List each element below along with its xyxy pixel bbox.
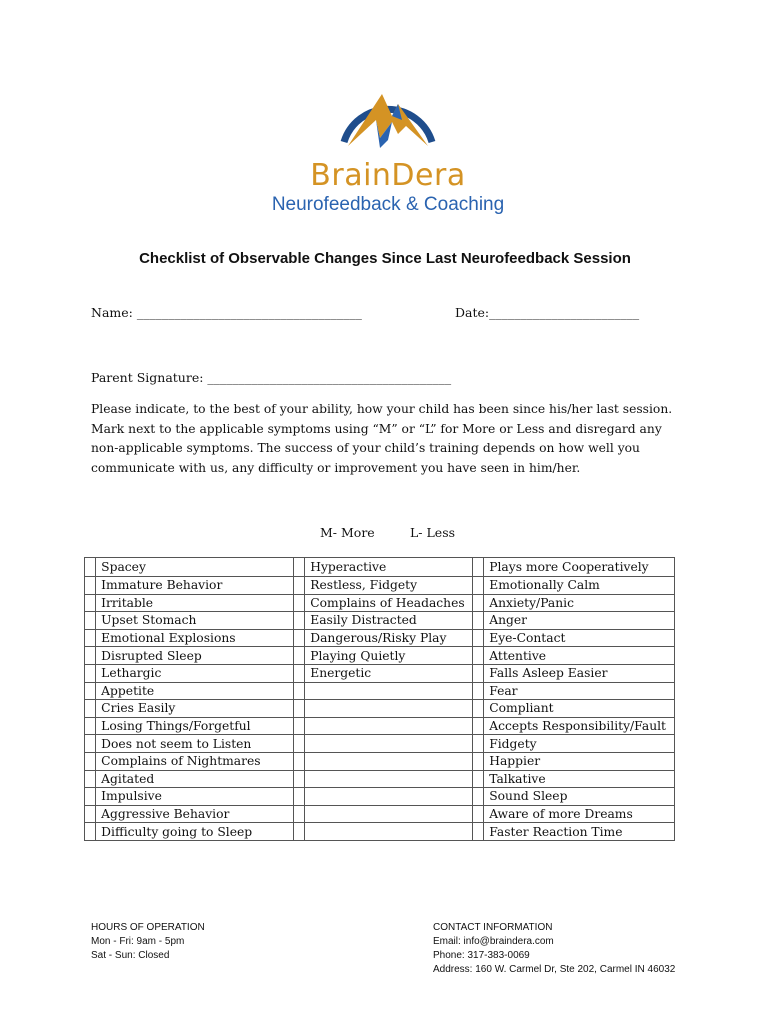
table-row (85, 664, 675, 682)
instructions-text: Please indicate, to the best of your ability, how your child has been since his/her last session. Mark next to the applicable symptoms using “M” or “L” for More or Less and disregard any non-applicable symptoms. The success of your child’s training depends on how well you communicate with us, any difficulty or improvement you have seen in him/her. (91, 402, 673, 476)
parent-signature-field[interactable]: Parent Signature: _______________________________________ (91, 370, 452, 385)
symptom-cell: Anger (484, 612, 675, 630)
symptom-cell: Playing Quietly (305, 647, 473, 665)
mark-cell[interactable] (85, 612, 96, 630)
date-field[interactable]: Date:________________________ (455, 305, 640, 320)
symptom-cell: Agitated (96, 770, 294, 788)
table-row (85, 700, 675, 718)
table-row (85, 770, 675, 788)
symptom-cell: Sound Sleep (484, 788, 675, 806)
symptom-cell: Happier (484, 752, 675, 770)
braindera-logo (268, 76, 508, 226)
header-cell: Hyperactive (305, 558, 473, 577)
table-row (85, 735, 675, 753)
mark-cell[interactable] (85, 717, 96, 735)
symptom-cell: Immature Behavior (96, 577, 294, 595)
symptom-cell (305, 735, 473, 753)
mark-cell[interactable] (85, 700, 96, 718)
mark-cell[interactable] (473, 717, 484, 735)
table-row (85, 752, 675, 770)
mark-cell[interactable] (85, 682, 96, 700)
header-cell: Plays more Cooperatively (484, 558, 675, 577)
mark-cell[interactable] (85, 788, 96, 806)
mark-cell[interactable] (473, 735, 484, 753)
symptom-cell: Compliant (484, 700, 675, 718)
symptom-cell: Faster Reaction Time (484, 823, 675, 841)
mark-cell[interactable] (473, 682, 484, 700)
symptom-cell: Accepts Responsibility/Fault (484, 717, 675, 735)
mountain-logo-icon (336, 76, 440, 160)
symptom-cell (305, 700, 473, 718)
brand-name: BrainDera (310, 158, 466, 193)
brand-tagline: Neurofeedback & Coaching (271, 194, 505, 215)
symptom-cell: Talkative (484, 770, 675, 788)
symptom-cell: Easily Distracted (305, 612, 473, 630)
mark-cell[interactable] (294, 682, 305, 700)
mark-cell[interactable] (294, 647, 305, 665)
symptom-cell: Irritable (96, 594, 294, 612)
contact-address: Address: 160 W. Carmel Dr, Ste 202, Carmel IN 46032 (433, 964, 676, 975)
mark-cell[interactable] (294, 612, 305, 630)
symptom-cell: Restless, Fidgety (305, 577, 473, 595)
symptom-cell: Difficulty going to Sleep (96, 823, 294, 841)
symptom-cell (305, 682, 473, 700)
symptom-cell: Eye-Contact (484, 629, 675, 647)
name-field[interactable]: Name: ____________________________________ (91, 305, 362, 320)
mark-cell[interactable] (85, 577, 96, 595)
mark-cell[interactable] (85, 735, 96, 753)
mark-cell[interactable] (473, 577, 484, 595)
legend-more: M- More (320, 525, 375, 540)
symptom-cell: Lethargic (96, 664, 294, 682)
symptom-cell: Energetic (305, 664, 473, 682)
table-row (85, 629, 675, 647)
symptom-cell: Emotional Explosions (96, 629, 294, 647)
mark-cell[interactable] (85, 823, 96, 841)
symptom-cell: Falls Asleep Easier (484, 664, 675, 682)
table-row (85, 788, 675, 806)
symptom-cell (305, 752, 473, 770)
symptom-cell: Appetite (96, 682, 294, 700)
contact-information (433, 921, 675, 977)
symptom-cell: Aware of more Dreams (484, 805, 675, 823)
table-row (85, 823, 675, 841)
symptom-cell: Losing Things/Forgetful (96, 717, 294, 735)
table-row (85, 682, 675, 700)
symptom-cell: Complains of Headaches (305, 594, 473, 612)
page-title: Checklist of Observable Changes Since Last Neurofeedback Session (139, 250, 631, 267)
hours-weekday: Mon - Fri: 9am - 5pm (91, 936, 185, 947)
mark-cell[interactable] (294, 805, 305, 823)
mark-cell[interactable] (473, 629, 484, 647)
contact-title: CONTACT INFORMATION (433, 922, 553, 933)
symptom-cell: Does not seem to Listen (96, 735, 294, 753)
legend-less: L- Less (410, 525, 456, 540)
contact-email[interactable]: Email: info@braindera.com (433, 936, 554, 947)
mark-cell[interactable] (294, 770, 305, 788)
mark-cell[interactable] (473, 612, 484, 630)
mark-cell[interactable] (294, 664, 305, 682)
symptom-cell: Dangerous/Risky Play (305, 629, 473, 647)
symptom-cell (305, 823, 473, 841)
mark-cell[interactable] (85, 805, 96, 823)
hours-of-operation (91, 921, 205, 963)
mark-cell[interactable] (294, 594, 305, 612)
mark-cell[interactable] (473, 788, 484, 806)
symptom-cell: Attentive (484, 647, 675, 665)
mark-cell[interactable] (85, 594, 96, 612)
mark-cell[interactable] (294, 558, 305, 577)
table-row (85, 612, 675, 630)
table-row (85, 594, 675, 612)
mark-cell[interactable] (294, 629, 305, 647)
symptom-cell: Aggressive Behavior (96, 805, 294, 823)
table-row (85, 577, 675, 595)
mark-cell[interactable] (85, 770, 96, 788)
mark-cell[interactable] (473, 558, 484, 577)
symptom-cell (305, 717, 473, 735)
hours-weekend: Sat - Sun: Closed (91, 950, 170, 961)
symptom-cell: Cries Easily (96, 700, 294, 718)
symptom-cell: Impulsive (96, 788, 294, 806)
table-row (85, 717, 675, 735)
mark-cell[interactable] (85, 558, 96, 577)
mark-cell[interactable] (473, 752, 484, 770)
symptom-cell: Complains of Nightmares (96, 752, 294, 770)
symptom-cell: Fidgety (484, 735, 675, 753)
mark-cell[interactable] (294, 823, 305, 841)
mark-cell[interactable] (473, 823, 484, 841)
table-row (85, 805, 675, 823)
mark-cell[interactable] (294, 700, 305, 718)
symptom-cell: Disrupted Sleep (96, 647, 294, 665)
mark-cell[interactable] (85, 752, 96, 770)
mark-cell[interactable] (85, 664, 96, 682)
mark-cell[interactable] (473, 647, 484, 665)
symptom-checklist-table (84, 557, 675, 841)
symptom-cell: Upset Stomach (96, 612, 294, 630)
table-header-row (85, 558, 675, 577)
symptom-cell (305, 788, 473, 806)
symptom-cell (305, 770, 473, 788)
mark-cell[interactable] (294, 717, 305, 735)
mark-cell[interactable] (294, 735, 305, 753)
mark-cell[interactable] (85, 629, 96, 647)
mark-cell[interactable] (473, 700, 484, 718)
mark-cell[interactable] (473, 664, 484, 682)
mark-cell[interactable] (294, 752, 305, 770)
symptom-cell: Emotionally Calm (484, 577, 675, 595)
hours-title: HOURS OF OPERATION (91, 922, 205, 933)
header-cell: Spacey (96, 558, 294, 577)
contact-phone[interactable]: Phone: 317-383-0069 (433, 950, 530, 961)
table-row (85, 647, 675, 665)
mark-cell[interactable] (473, 770, 484, 788)
mark-cell[interactable] (294, 577, 305, 595)
mark-cell[interactable] (473, 805, 484, 823)
mark-cell[interactable] (473, 594, 484, 612)
symptom-cell (305, 805, 473, 823)
symptom-cell: Anxiety/Panic (484, 594, 675, 612)
symptom-cell: Fear (484, 682, 675, 700)
mark-cell[interactable] (294, 788, 305, 806)
mark-cell[interactable] (85, 647, 96, 665)
